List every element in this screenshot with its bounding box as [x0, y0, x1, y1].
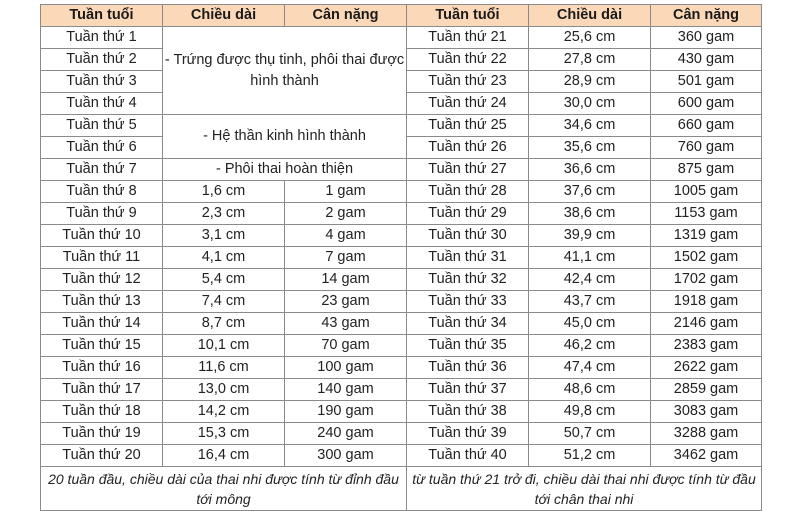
weight-cell: 600 gam: [651, 93, 762, 115]
length-cell: 28,9 cm: [529, 71, 651, 93]
weight-cell: 70 gam: [285, 335, 407, 357]
note-week-7: - Phôi thai hoàn thiện: [163, 159, 407, 181]
length-cell: 49,8 cm: [529, 401, 651, 423]
weight-cell: 140 gam: [285, 379, 407, 401]
table-row: [41, 225, 762, 247]
week-cell: Tuần thứ 31: [407, 247, 529, 269]
week-cell: Tuần thứ 23: [407, 71, 529, 93]
week-cell: Tuần thứ 14: [41, 313, 163, 335]
weight-cell: 43 gam: [285, 313, 407, 335]
week-cell: Tuần thứ 27: [407, 159, 529, 181]
fetal-growth-table: [40, 4, 762, 511]
week-cell: Tuần thứ 36: [407, 357, 529, 379]
week-cell: Tuần thứ 33: [407, 291, 529, 313]
length-cell: 14,2 cm: [163, 401, 285, 423]
week-cell: Tuần thứ 10: [41, 225, 163, 247]
weight-cell: 1 gam: [285, 181, 407, 203]
length-cell: 15,3 cm: [163, 423, 285, 445]
length-cell: 34,6 cm: [529, 115, 651, 137]
length-cell: 3,1 cm: [163, 225, 285, 247]
weight-cell: 875 gam: [651, 159, 762, 181]
length-cell: 41,1 cm: [529, 247, 651, 269]
table-row: [41, 181, 762, 203]
length-cell: 38,6 cm: [529, 203, 651, 225]
week-cell: Tuần thứ 35: [407, 335, 529, 357]
weight-cell: 2622 gam: [651, 357, 762, 379]
week-cell: Tuần thứ 17: [41, 379, 163, 401]
week-cell: Tuần thứ 5: [41, 115, 163, 137]
weight-cell: 3462 gam: [651, 445, 762, 467]
length-cell: 35,6 cm: [529, 137, 651, 159]
length-cell: 48,6 cm: [529, 379, 651, 401]
table-row: [41, 357, 762, 379]
length-cell: 25,6 cm: [529, 27, 651, 49]
week-cell: Tuần thứ 15: [41, 335, 163, 357]
week-cell: Tuần thứ 29: [407, 203, 529, 225]
week-cell: Tuần thứ 9: [41, 203, 163, 225]
header-week-right: Tuần tuổi: [407, 5, 529, 27]
week-cell: Tuần thứ 12: [41, 269, 163, 291]
table-row: [41, 247, 762, 269]
table-row: [41, 335, 762, 357]
weight-cell: 7 gam: [285, 247, 407, 269]
length-cell: 10,1 cm: [163, 335, 285, 357]
table-row: [41, 379, 762, 401]
header-weight-left: Cân nặng: [285, 5, 407, 27]
weight-cell: 3083 gam: [651, 401, 762, 423]
length-cell: 42,4 cm: [529, 269, 651, 291]
weight-cell: 14 gam: [285, 269, 407, 291]
week-cell: Tuần thứ 18: [41, 401, 163, 423]
week-cell: Tuần thứ 16: [41, 357, 163, 379]
table-row: [41, 269, 762, 291]
week-cell: Tuần thứ 30: [407, 225, 529, 247]
table-row: [41, 401, 762, 423]
footnote-row: [41, 467, 762, 511]
weight-cell: 3288 gam: [651, 423, 762, 445]
length-cell: 51,2 cm: [529, 445, 651, 467]
weight-cell: 2 gam: [285, 203, 407, 225]
length-cell: 45,0 cm: [529, 313, 651, 335]
week-cell: Tuần thứ 34: [407, 313, 529, 335]
weight-cell: 100 gam: [285, 357, 407, 379]
week-cell: Tuần thứ 11: [41, 247, 163, 269]
footnote-left: 20 tuần đầu, chiều dài của thai nhi được tính từ đỉnh đầu tới mông: [41, 467, 407, 511]
header-week-left: Tuần tuổi: [41, 5, 163, 27]
week-cell: Tuần thứ 19: [41, 423, 163, 445]
weight-cell: 760 gam: [651, 137, 762, 159]
length-cell: 8,7 cm: [163, 313, 285, 335]
fetal-growth-table-container: [40, 4, 761, 511]
weight-cell: 1153 gam: [651, 203, 762, 225]
weight-cell: 23 gam: [285, 291, 407, 313]
table-row: [41, 423, 762, 445]
week-cell: Tuần thứ 13: [41, 291, 163, 313]
weight-cell: 2859 gam: [651, 379, 762, 401]
week-cell: Tuần thứ 38: [407, 401, 529, 423]
week-cell: Tuần thứ 21: [407, 27, 529, 49]
week-cell: Tuần thứ 25: [407, 115, 529, 137]
weight-cell: 240 gam: [285, 423, 407, 445]
table-row: [41, 445, 762, 467]
week-cell: Tuần thứ 1: [41, 27, 163, 49]
weight-cell: 1702 gam: [651, 269, 762, 291]
length-cell: 1,6 cm: [163, 181, 285, 203]
week-cell: Tuần thứ 40: [407, 445, 529, 467]
week-cell: Tuần thứ 6: [41, 137, 163, 159]
length-cell: 46,2 cm: [529, 335, 651, 357]
table-row: [41, 291, 762, 313]
weight-cell: 430 gam: [651, 49, 762, 71]
length-cell: 30,0 cm: [529, 93, 651, 115]
week-cell: Tuần thứ 8: [41, 181, 163, 203]
week-cell: Tuần thứ 24: [407, 93, 529, 115]
weight-cell: 360 gam: [651, 27, 762, 49]
table-row: [41, 115, 762, 137]
week-cell: Tuần thứ 4: [41, 93, 163, 115]
header-weight-right: Cân nặng: [651, 5, 762, 27]
length-cell: 2,3 cm: [163, 203, 285, 225]
length-cell: 5,4 cm: [163, 269, 285, 291]
weight-cell: 660 gam: [651, 115, 762, 137]
table-row: [41, 203, 762, 225]
length-cell: 13,0 cm: [163, 379, 285, 401]
week-cell: Tuần thứ 7: [41, 159, 163, 181]
note-weeks-5-6: - Hệ thần kinh hình thành: [163, 115, 407, 159]
header-length-right: Chiều dài: [529, 5, 651, 27]
week-cell: Tuần thứ 3: [41, 71, 163, 93]
table-row: [41, 313, 762, 335]
week-cell: Tuần thứ 32: [407, 269, 529, 291]
weight-cell: 2383 gam: [651, 335, 762, 357]
length-cell: 37,6 cm: [529, 181, 651, 203]
data-rows: [41, 181, 762, 467]
note-weeks-1-4: - Trứng được thụ tinh, phôi thai được hình thành: [163, 27, 407, 115]
weight-cell: 1005 gam: [651, 181, 762, 203]
length-cell: 27,8 cm: [529, 49, 651, 71]
length-cell: 39,9 cm: [529, 225, 651, 247]
week-cell: Tuần thứ 37: [407, 379, 529, 401]
length-cell: 43,7 cm: [529, 291, 651, 313]
week-cell: Tuần thứ 39: [407, 423, 529, 445]
week-cell: Tuần thứ 20: [41, 445, 163, 467]
weight-cell: 501 gam: [651, 71, 762, 93]
length-cell: 47,4 cm: [529, 357, 651, 379]
length-cell: 11,6 cm: [163, 357, 285, 379]
length-cell: 4,1 cm: [163, 247, 285, 269]
weight-cell: 4 gam: [285, 225, 407, 247]
week-cell: Tuần thứ 22: [407, 49, 529, 71]
footnote-right: từ tuần thứ 21 trở đi, chiều dài thai nhi được tính từ đầu tới chân thai nhi: [407, 467, 762, 511]
table-row: [41, 159, 762, 181]
week-cell: Tuần thứ 26: [407, 137, 529, 159]
table-row: [41, 27, 762, 49]
length-cell: 36,6 cm: [529, 159, 651, 181]
weight-cell: 2146 gam: [651, 313, 762, 335]
length-cell: 16,4 cm: [163, 445, 285, 467]
length-cell: 7,4 cm: [163, 291, 285, 313]
weight-cell: 1502 gam: [651, 247, 762, 269]
week-cell: Tuần thứ 28: [407, 181, 529, 203]
week-cell: Tuần thứ 2: [41, 49, 163, 71]
weight-cell: 1918 gam: [651, 291, 762, 313]
weight-cell: 300 gam: [285, 445, 407, 467]
header-row: [41, 5, 762, 27]
weight-cell: 190 gam: [285, 401, 407, 423]
weight-cell: 1319 gam: [651, 225, 762, 247]
header-length-left: Chiều dài: [163, 5, 285, 27]
length-cell: 50,7 cm: [529, 423, 651, 445]
